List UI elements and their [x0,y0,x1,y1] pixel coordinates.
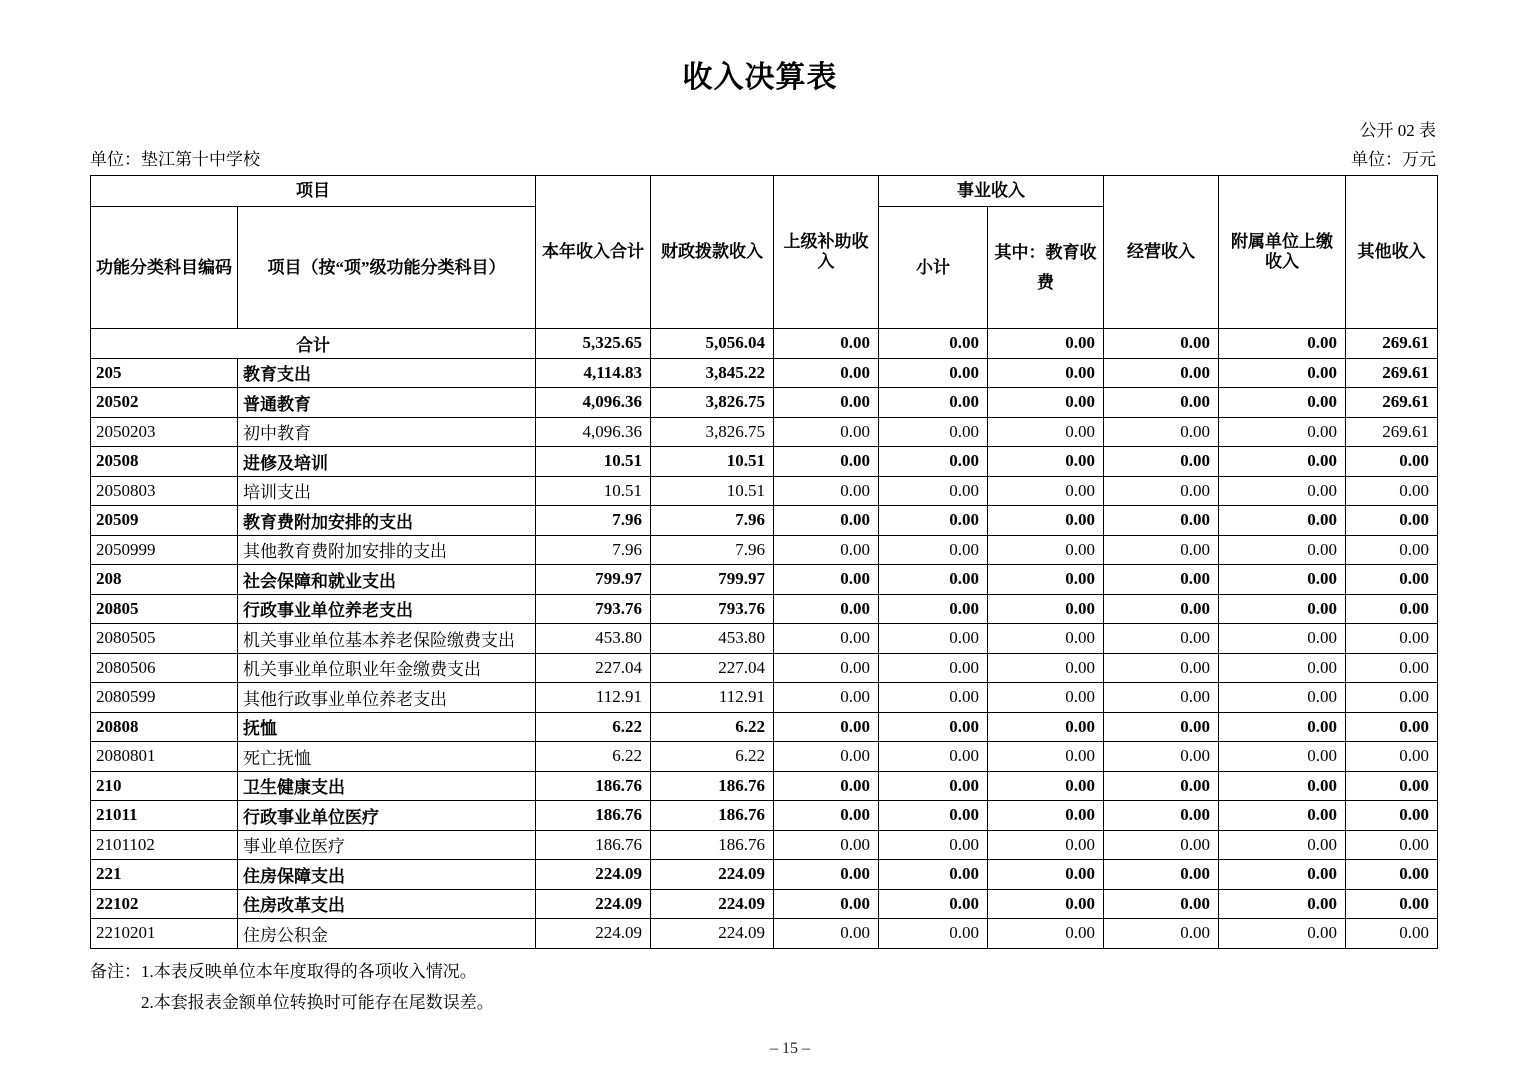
cell-value: 0.00 [879,624,988,654]
cell-code: 2101102 [91,830,238,860]
cell-value: 0.00 [774,860,879,890]
cell-value: 0.00 [774,535,879,565]
notes [90,956,1520,1018]
cell-code: 2050203 [91,417,238,447]
cell-value: 0.00 [988,594,1104,624]
cell-value: 0.00 [988,742,1104,772]
cell-value: 7.96 [651,506,774,536]
cell-value: 0.00 [1104,476,1219,506]
cell-item-name: 住房改革支出 [238,889,536,919]
cell-item-name: 抚恤 [238,712,536,742]
cell-item-name: 培训支出 [238,476,536,506]
cell-value: 0.00 [1219,535,1346,565]
cell-value: 227.04 [651,653,774,683]
cell-value: 10.51 [651,447,774,477]
cell-value: 0.00 [879,712,988,742]
cell-value: 0.00 [774,329,879,359]
cell-value: 0.00 [1219,712,1346,742]
cell-value: 186.76 [536,830,651,860]
cell-value: 0.00 [1346,624,1438,654]
table-row [91,712,1438,742]
cell-value: 224.09 [651,860,774,890]
cell-value: 10.51 [536,447,651,477]
table-row [91,329,1438,359]
cell-value: 5,056.04 [651,329,774,359]
cell-value: 0.00 [774,653,879,683]
cell-value: 6.22 [651,712,774,742]
header-subtotal: 小计 [879,207,988,329]
cell-value: 0.00 [988,801,1104,831]
cell-item-name: 机关事业单位基本养老保险缴费支出 [238,624,536,654]
cell-value: 0.00 [1346,447,1438,477]
header-education-fee: 其中：教育收费 [988,207,1104,329]
cell-code: 221 [91,860,238,890]
cell-value: 112.91 [536,683,651,713]
table-row [91,476,1438,506]
table-row [91,830,1438,860]
cell-value: 0.00 [988,447,1104,477]
cell-value: 186.76 [651,771,774,801]
cell-value: 0.00 [1346,919,1438,949]
cell-value: 0.00 [774,358,879,388]
cell-value: 224.09 [651,919,774,949]
table-row [91,447,1438,477]
cell-value: 0.00 [1104,742,1219,772]
cell-item-name: 教育费附加安排的支出 [238,506,536,536]
cell-value: 0.00 [774,565,879,595]
cell-value: 0.00 [1104,388,1219,418]
cell-value: 186.76 [536,771,651,801]
cell-code: 2210201 [91,919,238,949]
cell-value: 0.00 [774,683,879,713]
cell-value: 0.00 [1346,771,1438,801]
cell-item-name: 住房保障支出 [238,860,536,890]
cell-value: 0.00 [879,683,988,713]
cell-value: 0.00 [988,358,1104,388]
table-row [91,388,1438,418]
cell-value: 0.00 [1346,683,1438,713]
table-row [91,358,1438,388]
cell-value: 10.51 [651,476,774,506]
cell-value: 0.00 [879,447,988,477]
cell-value: 0.00 [1219,889,1346,919]
cell-item-name: 住房公积金 [238,919,536,949]
cell-value: 0.00 [988,889,1104,919]
table-row [91,801,1438,831]
cell-item-name: 普通教育 [238,388,536,418]
cell-value: 0.00 [988,653,1104,683]
cell-code: 208 [91,565,238,595]
unit-row [90,145,1436,170]
cell-value: 112.91 [651,683,774,713]
cell-value: 6.22 [536,712,651,742]
header-operating: 经营收入 [1104,176,1219,329]
cell-value: 0.00 [879,919,988,949]
cell-item-name: 行政事业单位养老支出 [238,594,536,624]
cell-value: 0.00 [774,417,879,447]
cell-code: 20509 [91,506,238,536]
cell-value: 799.97 [651,565,774,595]
cell-code: 2080505 [91,624,238,654]
cell-item-name: 社会保障和就业支出 [238,565,536,595]
cell-item-name: 合计 [91,329,536,359]
cell-value: 269.61 [1346,329,1438,359]
cell-value: 0.00 [988,329,1104,359]
cell-value: 0.00 [988,712,1104,742]
cell-value: 0.00 [1104,712,1219,742]
cell-code: 22102 [91,889,238,919]
cell-value: 0.00 [1104,801,1219,831]
table-row [91,624,1438,654]
cell-value: 0.00 [988,919,1104,949]
cell-value: 186.76 [536,801,651,831]
cell-item-name: 教育支出 [238,358,536,388]
cell-value: 0.00 [1346,801,1438,831]
cell-value: 3,826.75 [651,388,774,418]
cell-code: 20508 [91,447,238,477]
cell-item-name: 初中教育 [238,417,536,447]
cell-value: 0.00 [1104,889,1219,919]
cell-value: 0.00 [988,565,1104,595]
cell-value: 0.00 [774,801,879,831]
cell-value: 0.00 [879,388,988,418]
cell-value: 0.00 [879,860,988,890]
cell-value: 0.00 [1104,683,1219,713]
form-number-label: 公开 02 表 [1359,121,1436,140]
cell-value: 0.00 [1104,860,1219,890]
cell-value: 0.00 [879,594,988,624]
cell-code: 205 [91,358,238,388]
cell-value: 4,096.36 [536,417,651,447]
header-item: 项目（按“项”级功能分类科目） [238,207,536,329]
cell-value: 0.00 [1346,506,1438,536]
cell-item-name: 死亡抚恤 [238,742,536,772]
cell-code: 20808 [91,712,238,742]
cell-value: 6.22 [651,742,774,772]
cell-value: 0.00 [879,358,988,388]
header-code: 功能分类科目编码 [91,207,238,329]
header-other: 其他收入 [1346,176,1438,329]
cell-value: 0.00 [988,476,1104,506]
cell-value: 3,845.22 [651,358,774,388]
cell-value: 453.80 [651,624,774,654]
table-row [91,771,1438,801]
cell-value: 7.96 [536,506,651,536]
page-title: 收入决算表 [682,61,838,94]
cell-item-name: 事业单位医疗 [238,830,536,860]
cell-value: 0.00 [879,771,988,801]
cell-value: 0.00 [1346,594,1438,624]
cell-value: 0.00 [774,388,879,418]
header-total: 本年收入合计 [536,176,651,329]
unit-currency-label: 单位：万元 [1351,150,1436,169]
header-project-group: 项目 [91,176,536,207]
cell-value: 0.00 [1104,919,1219,949]
cell-value: 0.00 [1346,476,1438,506]
cell-value: 0.00 [1219,860,1346,890]
cell-value: 0.00 [1346,742,1438,772]
cell-value: 5,325.65 [536,329,651,359]
cell-value: 0.00 [988,771,1104,801]
cell-value: 0.00 [1104,329,1219,359]
cell-value: 0.00 [1346,653,1438,683]
cell-value: 269.61 [1346,417,1438,447]
cell-value: 0.00 [988,388,1104,418]
cell-value: 0.00 [774,476,879,506]
cell-value: 0.00 [774,506,879,536]
cell-value: 0.00 [1219,565,1346,595]
cell-value: 0.00 [1219,801,1346,831]
income-table [90,175,1438,949]
cell-code: 2050999 [91,535,238,565]
note-line-2: 2.本套报表金额单位转换时可能存在尾数误差。 [141,992,494,1012]
table-row [91,506,1438,536]
cell-value: 0.00 [1219,624,1346,654]
cell-value: 7.96 [536,535,651,565]
cell-value: 3,826.75 [651,417,774,447]
cell-value: 0.00 [774,447,879,477]
header-affiliated: 附属单位上缴收入 [1219,176,1346,329]
cell-code: 210 [91,771,238,801]
cell-value: 0.00 [988,417,1104,447]
cell-value: 186.76 [651,801,774,831]
cell-value: 224.09 [651,889,774,919]
page-number: – 15 – [770,1039,810,1057]
unit-name-label: 单位：垫江第十中学校 [90,150,260,169]
cell-value: 0.00 [1219,476,1346,506]
cell-value: 793.76 [536,594,651,624]
cell-code: 20805 [91,594,238,624]
cell-value: 799.97 [536,565,651,595]
cell-value: 0.00 [1346,860,1438,890]
cell-value: 0.00 [774,919,879,949]
table-row [91,417,1438,447]
table-row [91,653,1438,683]
cell-value: 0.00 [879,742,988,772]
cell-value: 0.00 [1219,329,1346,359]
cell-value: 0.00 [879,830,988,860]
cell-value: 0.00 [774,889,879,919]
cell-code: 2050803 [91,476,238,506]
cell-value: 793.76 [651,594,774,624]
cell-value: 0.00 [879,506,988,536]
cell-value: 0.00 [774,594,879,624]
table-row [91,919,1438,949]
cell-value: 0.00 [988,506,1104,536]
cell-value: 0.00 [1104,506,1219,536]
cell-value: 0.00 [879,329,988,359]
table-row [91,742,1438,772]
cell-value: 0.00 [1104,447,1219,477]
table-row [91,535,1438,565]
cell-value: 224.09 [536,889,651,919]
cell-value: 0.00 [879,801,988,831]
cell-value: 0.00 [879,565,988,595]
cell-item-name: 卫生健康支出 [238,771,536,801]
cell-value: 0.00 [1219,594,1346,624]
cell-code: 21011 [91,801,238,831]
cell-value: 0.00 [1219,506,1346,536]
cell-code: 2080506 [91,653,238,683]
cell-value: 0.00 [774,624,879,654]
cell-value: 4,096.36 [536,388,651,418]
cell-value: 0.00 [774,830,879,860]
cell-value: 7.96 [651,535,774,565]
cell-value: 0.00 [1346,565,1438,595]
cell-value: 0.00 [1219,919,1346,949]
cell-value: 0.00 [879,653,988,683]
note-line-1: 备注：1.本表反映单位本年度取得的各项收入情况。 [90,961,477,981]
cell-value: 0.00 [988,830,1104,860]
cell-value: 0.00 [1219,417,1346,447]
cell-code: 2080801 [91,742,238,772]
cell-value: 6.22 [536,742,651,772]
header-business-group: 事业收入 [879,176,1104,207]
cell-value: 0.00 [1104,358,1219,388]
cell-value: 0.00 [1346,712,1438,742]
header-superior: 上级补助收入 [774,176,879,329]
cell-value: 0.00 [1104,624,1219,654]
cell-value: 0.00 [879,889,988,919]
cell-value: 224.09 [536,860,651,890]
cell-value: 0.00 [988,624,1104,654]
cell-value: 0.00 [1219,742,1346,772]
cell-value: 0.00 [1219,358,1346,388]
cell-value: 0.00 [1219,388,1346,418]
cell-value: 0.00 [1219,830,1346,860]
cell-value: 0.00 [1104,653,1219,683]
cell-value: 269.61 [1346,358,1438,388]
cell-value: 453.80 [536,624,651,654]
cell-code: 20502 [91,388,238,418]
table-row [91,565,1438,595]
table-row [91,860,1438,890]
cell-value: 0.00 [1219,683,1346,713]
cell-item-name: 其他行政事业单位养老支出 [238,683,536,713]
table-row [91,683,1438,713]
cell-value: 0.00 [988,860,1104,890]
cell-code: 2080599 [91,683,238,713]
cell-value: 0.00 [774,742,879,772]
header-fiscal: 财政拨款收入 [651,176,774,329]
cell-value: 0.00 [988,683,1104,713]
cell-value: 269.61 [1346,388,1438,418]
cell-value: 0.00 [1219,771,1346,801]
cell-value: 0.00 [1104,594,1219,624]
cell-value: 0.00 [774,712,879,742]
cell-value: 0.00 [1346,889,1438,919]
cell-value: 0.00 [988,535,1104,565]
cell-value: 0.00 [1346,830,1438,860]
table-body [91,329,1438,949]
cell-value: 186.76 [651,830,774,860]
cell-value: 0.00 [1104,565,1219,595]
cell-value: 0.00 [1104,417,1219,447]
table-row [91,889,1438,919]
table-row [91,594,1438,624]
cell-value: 0.00 [774,771,879,801]
cell-item-name: 进修及培训 [238,447,536,477]
cell-item-name: 机关事业单位职业年金缴费支出 [238,653,536,683]
cell-value: 0.00 [1104,830,1219,860]
cell-item-name: 行政事业单位医疗 [238,801,536,831]
cell-value: 10.51 [536,476,651,506]
cell-value: 0.00 [879,417,988,447]
cell-value: 0.00 [1219,447,1346,477]
cell-value: 224.09 [536,919,651,949]
cell-value: 0.00 [879,476,988,506]
cell-value: 227.04 [536,653,651,683]
cell-item-name: 其他教育费附加安排的支出 [238,535,536,565]
cell-value: 0.00 [1104,771,1219,801]
cell-value: 0.00 [879,535,988,565]
cell-value: 4,114.83 [536,358,651,388]
cell-value: 0.00 [1104,535,1219,565]
cell-value: 0.00 [1219,653,1346,683]
cell-value: 0.00 [1346,535,1438,565]
